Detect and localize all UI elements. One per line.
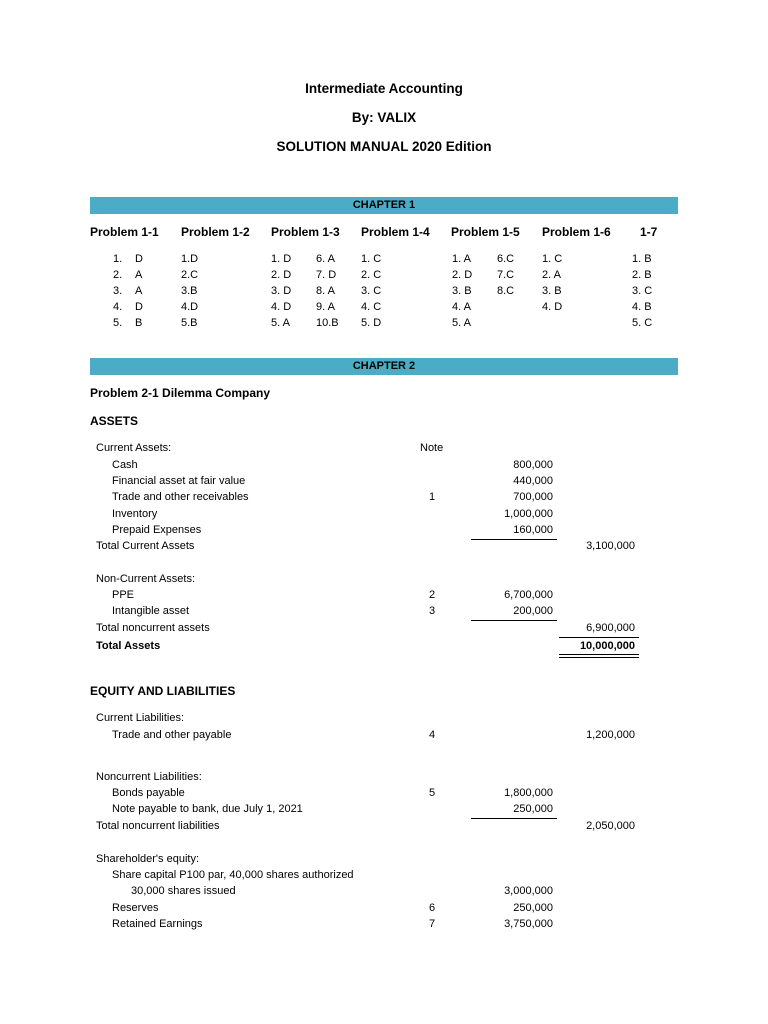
total-current-assets-amount: 3,100,000	[586, 540, 635, 552]
answer-letter: A	[135, 285, 143, 297]
answer-item: 7.C	[497, 269, 515, 281]
intangible-label: Intangible asset	[112, 605, 190, 617]
equity-liabilities-heading: EQUITY AND LIABILITIES	[90, 684, 236, 698]
answer-item: 5. A	[271, 317, 290, 329]
answer-item: 8. A	[316, 285, 335, 297]
answer-item: 1. B	[632, 253, 652, 265]
double-rule	[559, 654, 639, 655]
bonds-note: 5	[429, 787, 436, 799]
prepaid-label: Prepaid Expenses	[112, 524, 202, 536]
answer-item: 3. B	[542, 285, 562, 297]
doc-author: By: VALIX	[351, 110, 417, 125]
double-rule	[559, 657, 639, 658]
answer-item: 8.C	[497, 285, 515, 297]
cash-label: Cash	[112, 459, 138, 471]
answer-item: 9. A	[316, 301, 335, 313]
trade-payable-amount: 1,200,000	[586, 729, 635, 741]
answer-item: 1. D	[271, 253, 292, 265]
trade-payable-label: Trade and other payable	[112, 729, 232, 741]
answer-item: 7. D	[316, 269, 337, 281]
retained-earnings-note: 7	[429, 918, 436, 930]
note-header: Note	[420, 442, 444, 454]
problem-header: Problem 1-3	[271, 225, 340, 239]
answer-item: 2. D	[452, 269, 473, 281]
retained-earnings-label: Retained Earnings	[112, 918, 203, 930]
answer-item: 1. C	[542, 253, 563, 265]
answer-item: 5. D	[361, 317, 382, 329]
answer-letter: D	[135, 301, 143, 313]
answer-item: 2. D	[271, 269, 292, 281]
receivables-label: Trade and other receivables	[112, 491, 249, 503]
answer-item: 2.C	[181, 269, 199, 281]
ppe-amount: 6,700,000	[504, 589, 553, 601]
noncurrent-assets-label: Non-Current Assets:	[96, 573, 196, 585]
answer-number: 5.	[113, 317, 123, 329]
fin-asset-amount: 440,000	[513, 475, 553, 487]
receivables-note: 1	[429, 491, 436, 503]
answer-item: 2. C	[361, 269, 382, 281]
answer-item: 1. A	[452, 253, 471, 265]
shares-issued-amount: 3,000,000	[504, 885, 553, 897]
answer-item: 3. C	[361, 285, 382, 297]
problem-header: Problem 1-2	[181, 225, 250, 239]
answer-number: 1.	[113, 253, 123, 265]
reserves-label: Reserves	[112, 902, 159, 914]
answer-item: 3. D	[271, 285, 292, 297]
bonds-label: Bonds payable	[112, 787, 185, 799]
inventory-label: Inventory	[112, 508, 158, 520]
total-noncurrent-assets-label: Total noncurrent assets	[96, 622, 210, 634]
total-noncurrent-liabilities-label: Total noncurrent liabilities	[96, 820, 220, 832]
total-assets-amount: 10,000,000	[579, 640, 635, 652]
answer-item: 1. C	[361, 253, 382, 265]
doc-title: Intermediate Accounting	[305, 81, 463, 96]
answer-item: 5.B	[181, 317, 198, 329]
fin-asset-label: Financial asset at fair value	[112, 475, 246, 487]
answer-number: 3.	[113, 285, 123, 297]
subtotal-rule	[471, 539, 557, 540]
answer-item: 3. B	[452, 285, 472, 297]
answer-number: 4.	[113, 301, 123, 313]
note-payable-label: Note payable to bank, due July 1, 2021	[112, 803, 303, 815]
doc-edition: SOLUTION MANUAL 2020 Edition	[276, 139, 492, 154]
problem-header: Problem 1-5	[451, 225, 520, 239]
current-liabilities-label: Current Liabilities:	[96, 712, 185, 724]
answer-item: 4. A	[452, 301, 471, 313]
current-assets-label: Current Assets:	[96, 442, 172, 454]
bonds-amount: 1,800,000	[504, 787, 553, 799]
answer-letter: B	[135, 317, 143, 329]
share-capital-label: Share capital P100 par, 40,000 shares authorized	[112, 869, 354, 881]
inventory-amount: 1,000,000	[504, 508, 553, 520]
reserves-note: 6	[429, 902, 436, 914]
problem-header: Problem 1-1	[90, 225, 159, 239]
answer-item: 4. D	[542, 301, 563, 313]
total-assets-label: Total Assets	[96, 640, 161, 652]
answer-item: 4. D	[271, 301, 292, 313]
subtotal-rule	[471, 818, 557, 819]
receivables-amount: 700,000	[513, 491, 553, 503]
answer-item: 2. A	[542, 269, 561, 281]
prepaid-amount: 160,000	[513, 524, 553, 536]
chapter-1-banner: CHAPTER 1	[90, 197, 678, 214]
total-noncurrent-assets-amount: 6,900,000	[586, 622, 635, 634]
total-current-assets-label: Total Current Assets	[96, 540, 195, 552]
answer-letter: D	[135, 253, 143, 265]
answer-item: 1.D	[181, 253, 199, 265]
problem-header: Problem 1-4	[361, 225, 430, 239]
cash-amount: 800,000	[513, 459, 553, 471]
problem-header: 1-7	[640, 225, 658, 239]
answer-item: 10.B	[316, 317, 339, 329]
answer-item: 3. C	[632, 285, 653, 297]
answer-number: 2.	[113, 269, 123, 281]
assets-heading: ASSETS	[90, 414, 139, 428]
answer-item: 2. B	[632, 269, 652, 281]
problem-title: Problem 2-1 Dilemma Company	[90, 386, 271, 400]
subtotal-rule	[559, 637, 639, 638]
note-payable-amount: 250,000	[513, 803, 553, 815]
noncurrent-liabilities-label: Noncurrent Liabilities:	[96, 771, 202, 783]
answer-letter: A	[135, 269, 143, 281]
shareholders-equity-label: Shareholder's equity:	[96, 853, 199, 865]
answer-item: 4.D	[181, 301, 199, 313]
total-noncurrent-liabilities-amount: 2,050,000	[586, 820, 635, 832]
problem-header: Problem 1-6	[542, 225, 611, 239]
answer-item: 6. A	[316, 253, 335, 265]
chapter-2-banner: CHAPTER 2	[90, 358, 678, 375]
answer-item: 4. C	[361, 301, 382, 313]
shares-issued-label: 30,000 shares issued	[131, 885, 236, 897]
subtotal-rule	[471, 620, 557, 621]
answer-item: 3.B	[181, 285, 198, 297]
trade-payable-note: 4	[429, 729, 436, 741]
ppe-note: 2	[429, 589, 436, 601]
intangible-amount: 200,000	[513, 605, 553, 617]
answer-item: 6.C	[497, 253, 515, 265]
intangible-note: 3	[429, 605, 436, 617]
answer-item: 5. C	[632, 317, 653, 329]
reserves-amount: 250,000	[513, 902, 553, 914]
retained-earnings-amount: 3,750,000	[504, 918, 553, 930]
answer-item: 5. A	[452, 317, 471, 329]
ppe-label: PPE	[112, 589, 135, 601]
answer-item: 4. B	[632, 301, 652, 313]
